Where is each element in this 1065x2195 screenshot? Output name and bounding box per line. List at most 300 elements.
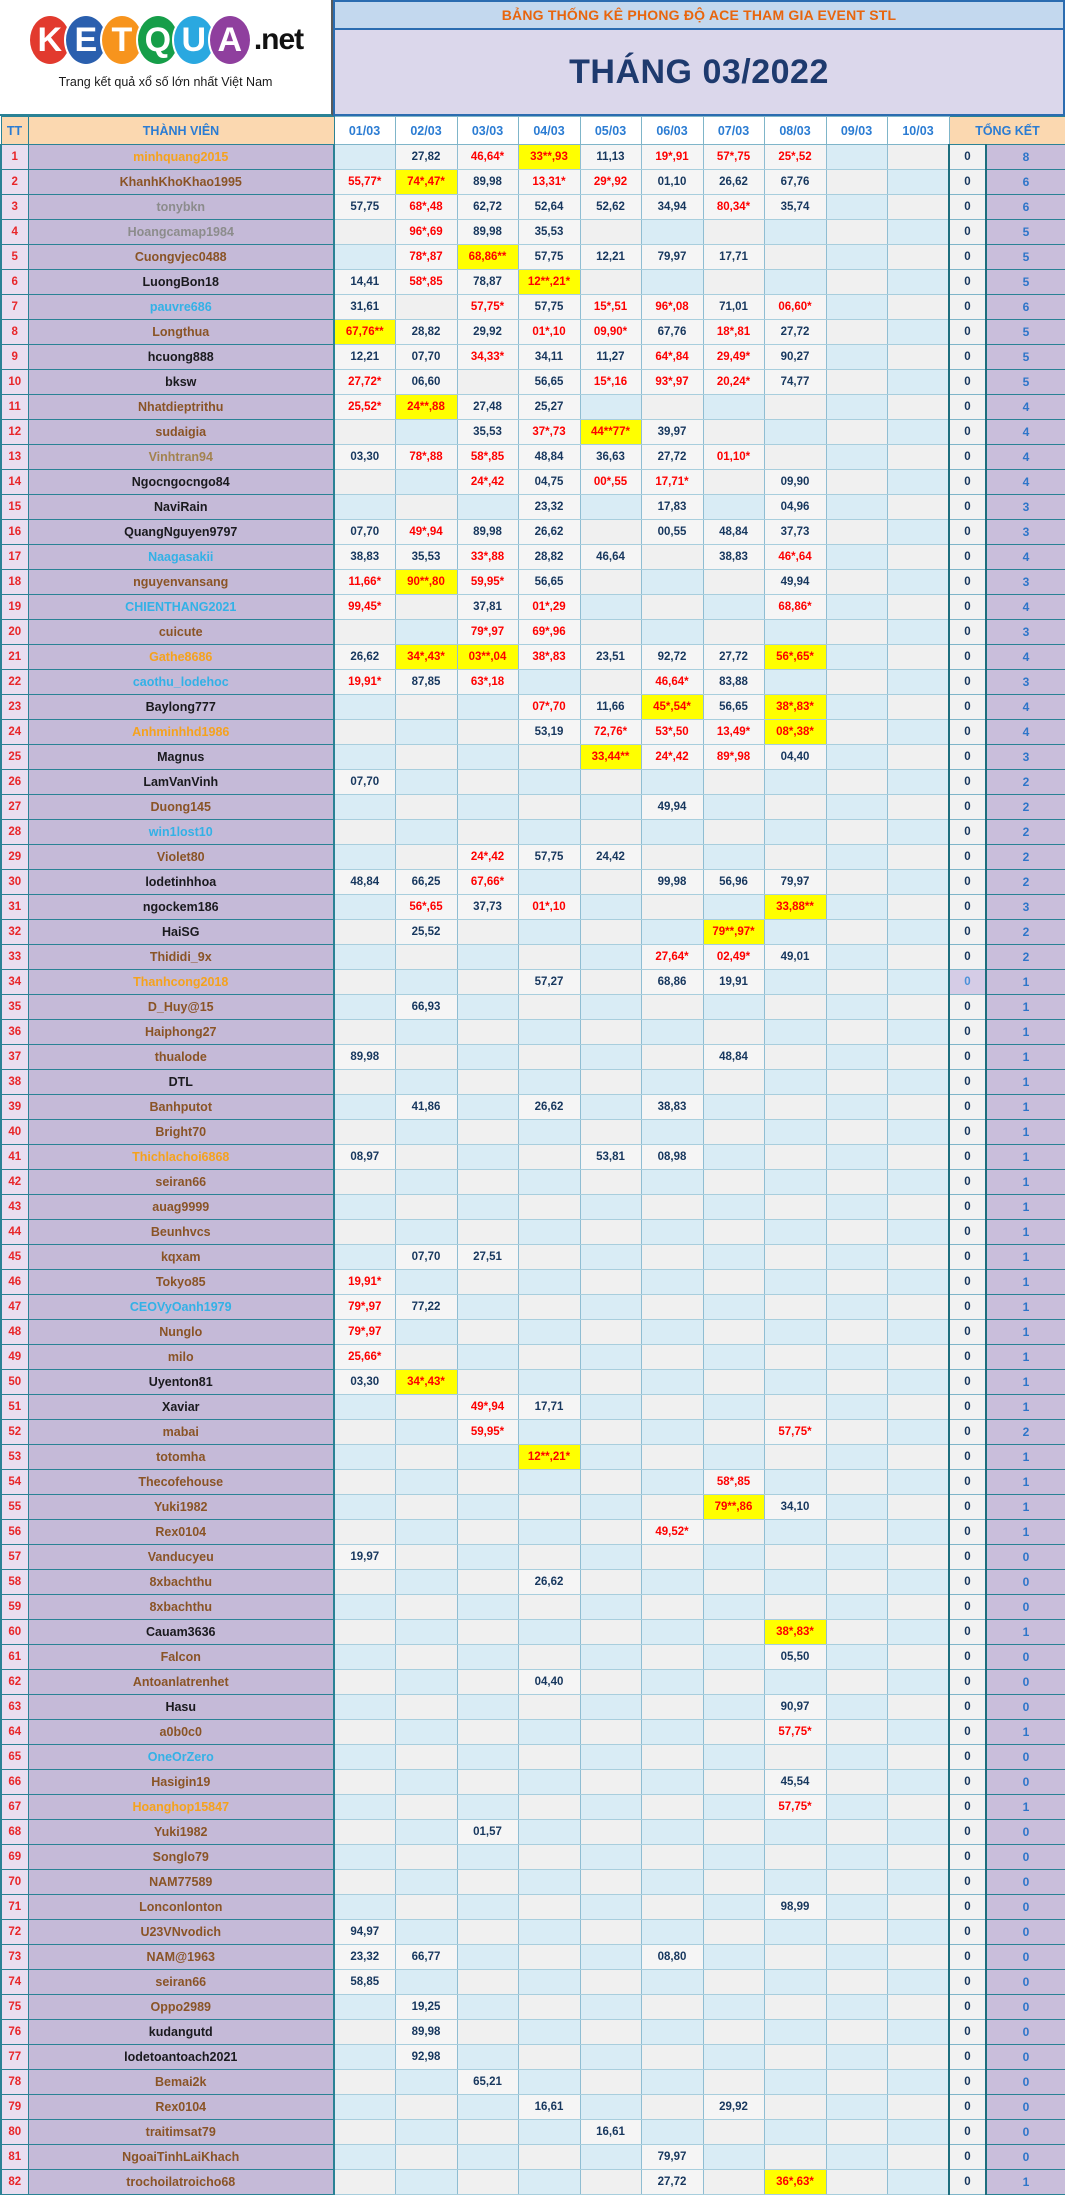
score-cell (580, 1420, 641, 1445)
zero-count: 0 (949, 970, 986, 995)
score-cell (580, 1020, 641, 1045)
score-cell (887, 395, 949, 420)
score-cell (457, 695, 518, 720)
zero-count: 0 (949, 1920, 986, 1945)
score-cell (457, 1345, 518, 1370)
score-cell (703, 1420, 764, 1445)
score-cell (641, 895, 703, 920)
score-cell (395, 1270, 457, 1295)
score-cell (518, 995, 580, 1020)
score-cell: 04,75 (518, 470, 580, 495)
score-cell: 35,53 (518, 220, 580, 245)
score-cell (887, 1145, 949, 1170)
score-cell (395, 620, 457, 645)
table-row (1, 245, 1065, 270)
score-cell: 27,64* (641, 945, 703, 970)
score-cell: 56*,65* (764, 645, 826, 670)
score-cell (457, 2045, 518, 2070)
score-cell (826, 1670, 887, 1695)
zero-count: 0 (949, 345, 986, 370)
score-cell: 08,80 (641, 1945, 703, 1970)
score-cell (703, 1270, 764, 1295)
score-cell: 74,77 (764, 370, 826, 395)
table-row (1, 1395, 1065, 1420)
score-cell (887, 1370, 949, 1395)
score-cell (703, 1620, 764, 1645)
score-cell: 26,62 (518, 520, 580, 545)
score-cell (641, 1695, 703, 1720)
score-cell (764, 920, 826, 945)
zero-count: 0 (949, 920, 986, 945)
score-cell (395, 1895, 457, 1920)
score-cell (395, 1145, 457, 1170)
score-cell (518, 795, 580, 820)
score-cell (518, 1370, 580, 1395)
score-cell: 26,62 (334, 645, 395, 670)
member-name: caothu_lodehoc (28, 670, 334, 695)
score-cell (580, 620, 641, 645)
score-cell (764, 1845, 826, 1870)
score-cell (457, 995, 518, 1020)
score-cell (395, 795, 457, 820)
score-cell (334, 1995, 395, 2020)
row-number: 42 (1, 1170, 28, 1195)
score-cell: 34*,43* (395, 1370, 457, 1395)
score-cell (518, 1020, 580, 1045)
score-cell (580, 395, 641, 420)
score-cell: 34,10 (764, 1495, 826, 1520)
score-cell: 72,76* (580, 720, 641, 745)
member-name: LamVanVinh (28, 770, 334, 795)
member-name: Xaviar (28, 1395, 334, 1420)
score-cell (826, 720, 887, 745)
score-cell (334, 970, 395, 995)
zero-count: 0 (949, 2070, 986, 2095)
score-cell (703, 270, 764, 295)
score-cell: 23,32 (334, 1945, 395, 1970)
score-cell (580, 1520, 641, 1545)
score-cell (641, 395, 703, 420)
score-cell (395, 1545, 457, 1570)
score-cell (334, 2120, 395, 2145)
score-cell (334, 1645, 395, 1670)
score-cell: 07,70 (334, 770, 395, 795)
score-cell (703, 820, 764, 845)
score-cell: 27,72 (764, 320, 826, 345)
score-cell (703, 1445, 764, 1470)
score-cell (580, 1045, 641, 1070)
col-header-date: 09/03 (826, 117, 887, 145)
total-score: 0 (986, 1895, 1065, 1920)
zero-count: 0 (949, 1020, 986, 1045)
score-cell (641, 1270, 703, 1295)
table-row (1, 1920, 1065, 1945)
table-row (1, 195, 1065, 220)
score-cell (826, 1395, 887, 1420)
member-name: trochoilatroicho68 (28, 2170, 334, 2195)
member-name: U23VNvodich (28, 1920, 334, 1945)
score-cell (580, 1220, 641, 1245)
score-cell (887, 2170, 949, 2195)
member-name: Falcon (28, 1645, 334, 1670)
row-number: 81 (1, 2145, 28, 2170)
table-row (1, 520, 1065, 545)
score-cell (826, 195, 887, 220)
score-cell (518, 1195, 580, 1220)
column-header-row (1, 117, 1065, 145)
score-cell: 33*,88 (457, 545, 518, 570)
total-score: 0 (986, 1845, 1065, 1870)
score-cell (395, 695, 457, 720)
score-cell (641, 545, 703, 570)
zero-count: 0 (949, 1170, 986, 1195)
score-cell (395, 1195, 457, 1220)
score-cell: 79,97 (764, 870, 826, 895)
score-cell: 96*,69 (395, 220, 457, 245)
zero-count: 0 (949, 1870, 986, 1895)
score-cell (580, 1720, 641, 1745)
score-cell: 09,90* (580, 320, 641, 345)
score-cell (334, 1395, 395, 1420)
zero-count: 0 (949, 2045, 986, 2070)
score-cell (457, 1095, 518, 1120)
member-name: seiran66 (28, 1170, 334, 1195)
score-cell (395, 1795, 457, 1820)
score-cell (457, 1770, 518, 1795)
total-score: 0 (986, 1670, 1065, 1695)
score-cell (826, 270, 887, 295)
score-cell (457, 1370, 518, 1395)
total-score: 1 (986, 1095, 1065, 1120)
score-cell (395, 1320, 457, 1345)
score-cell: 11,66 (580, 695, 641, 720)
score-cell (518, 1520, 580, 1545)
score-cell (395, 1820, 457, 1845)
score-cell (887, 670, 949, 695)
score-cell: 69*,96 (518, 620, 580, 645)
score-cell (887, 1070, 949, 1095)
row-number: 56 (1, 1520, 28, 1545)
score-cell: 29,49* (703, 345, 764, 370)
score-cell (764, 1920, 826, 1945)
member-name: 8xbachthu (28, 1570, 334, 1595)
score-cell: 89,98 (457, 520, 518, 545)
total-score: 4 (986, 420, 1065, 445)
score-cell: 12**,21* (518, 270, 580, 295)
zero-count: 0 (949, 1770, 986, 1795)
zero-count: 0 (949, 1695, 986, 1720)
score-cell (334, 945, 395, 970)
score-cell (395, 1345, 457, 1370)
score-cell: 26,62 (518, 1570, 580, 1595)
score-cell (580, 520, 641, 545)
score-cell (887, 1870, 949, 1895)
score-cell (703, 1020, 764, 1045)
score-cell (334, 1195, 395, 1220)
score-cell (826, 1570, 887, 1595)
score-cell (580, 670, 641, 695)
score-cell (826, 820, 887, 845)
score-cell (887, 795, 949, 820)
score-cell (580, 1995, 641, 2020)
member-name: NAM@1963 (28, 1945, 334, 1970)
score-cell (703, 2170, 764, 2195)
zero-count: 0 (949, 620, 986, 645)
score-cell (334, 1470, 395, 1495)
member-name: Songlo79 (28, 1845, 334, 1870)
score-cell (826, 1145, 887, 1170)
score-cell: 57,75 (334, 195, 395, 220)
score-cell: 87,85 (395, 670, 457, 695)
row-number: 57 (1, 1545, 28, 1570)
row-number: 16 (1, 520, 28, 545)
score-cell (395, 2070, 457, 2095)
score-cell (580, 1645, 641, 1670)
score-cell: 89,98 (457, 220, 518, 245)
member-name: Bemai2k (28, 2070, 334, 2095)
score-cell: 92,72 (641, 645, 703, 670)
score-cell (887, 520, 949, 545)
score-cell (887, 2095, 949, 2120)
col-header-date: 01/03 (334, 117, 395, 145)
logo-letter: Q (136, 14, 180, 66)
score-cell: 57,75 (518, 295, 580, 320)
score-cell (395, 820, 457, 845)
score-cell (764, 1970, 826, 1995)
score-cell (641, 2020, 703, 2045)
total-score: 1 (986, 1620, 1065, 1645)
total-score: 0 (986, 2095, 1065, 2120)
score-cell: 58*,85 (457, 445, 518, 470)
score-cell: 01,10 (641, 170, 703, 195)
total-score: 0 (986, 2120, 1065, 2145)
zero-count: 0 (949, 1945, 986, 1970)
score-cell (826, 995, 887, 1020)
score-cell (826, 1970, 887, 1995)
score-cell (826, 2095, 887, 2120)
score-cell (641, 1170, 703, 1195)
score-cell: 29*,92 (580, 170, 641, 195)
score-cell (641, 1120, 703, 1145)
score-cell (826, 345, 887, 370)
score-cell (641, 620, 703, 645)
total-score: 0 (986, 1870, 1065, 1895)
total-score: 0 (986, 1695, 1065, 1720)
score-cell (457, 1145, 518, 1170)
member-name: QuangNguyen9797 (28, 520, 334, 545)
table-row (1, 370, 1065, 395)
score-cell (334, 745, 395, 770)
score-cell (826, 2045, 887, 2070)
score-cell (334, 1620, 395, 1645)
score-cell: 52,64 (518, 195, 580, 220)
total-score: 8 (986, 145, 1065, 170)
table-row (1, 1020, 1065, 1045)
table-row (1, 320, 1065, 345)
score-cell (457, 2120, 518, 2145)
score-cell (334, 2170, 395, 2195)
score-cell: 35,53 (457, 420, 518, 445)
score-cell (580, 1545, 641, 1570)
row-number: 58 (1, 1570, 28, 1595)
score-cell (518, 1695, 580, 1720)
total-score: 6 (986, 170, 1065, 195)
zero-count: 0 (949, 1470, 986, 1495)
zero-count: 0 (949, 1545, 986, 1570)
score-cell (887, 1745, 949, 1770)
row-number: 28 (1, 820, 28, 845)
zero-count: 0 (949, 420, 986, 445)
table-row (1, 1045, 1065, 1070)
score-cell (703, 570, 764, 595)
table-row (1, 2045, 1065, 2070)
member-name: Longthua (28, 320, 334, 345)
score-cell (826, 695, 887, 720)
score-cell (887, 1395, 949, 1420)
score-cell: 09,90 (764, 470, 826, 495)
score-cell (518, 1945, 580, 1970)
score-cell (887, 170, 949, 195)
row-number: 79 (1, 2095, 28, 2120)
total-score: 6 (986, 195, 1065, 220)
score-cell: 07,70 (395, 1245, 457, 1270)
member-name: OneOrZero (28, 1745, 334, 1770)
score-cell: 79,97 (641, 2145, 703, 2170)
score-cell (887, 845, 949, 870)
score-cell: 25*,52 (764, 145, 826, 170)
score-cell: 27,72 (703, 645, 764, 670)
score-cell: 19,91* (334, 1270, 395, 1295)
score-cell (457, 1695, 518, 1720)
score-cell (641, 1295, 703, 1320)
score-cell (518, 1320, 580, 1345)
score-cell (826, 1920, 887, 1945)
score-cell (457, 2020, 518, 2045)
score-cell: 19,97 (334, 1545, 395, 1570)
score-cell (764, 1170, 826, 1195)
score-cell: 04,40 (518, 1670, 580, 1695)
zero-count: 0 (949, 195, 986, 220)
score-cell (703, 1870, 764, 1895)
score-cell (703, 770, 764, 795)
score-cell (641, 1770, 703, 1795)
member-name: lodetoantoach2021 (28, 2045, 334, 2070)
score-cell (764, 2145, 826, 2170)
score-cell (764, 1295, 826, 1320)
score-cell: 64*,84 (641, 345, 703, 370)
table-row (1, 1120, 1065, 1145)
score-cell (887, 970, 949, 995)
score-cell (764, 395, 826, 420)
table-row (1, 1670, 1065, 1695)
row-number: 21 (1, 645, 28, 670)
score-cell: 58*,85 (395, 270, 457, 295)
row-number: 11 (1, 395, 28, 420)
score-cell: 56,65 (518, 370, 580, 395)
score-cell (580, 1920, 641, 1945)
score-cell: 27,72* (334, 370, 395, 395)
score-cell (457, 820, 518, 845)
score-cell (457, 1320, 518, 1345)
col-header-date: 05/03 (580, 117, 641, 145)
row-number: 32 (1, 920, 28, 945)
score-cell (641, 1595, 703, 1620)
score-cell (334, 795, 395, 820)
table-row (1, 1795, 1065, 1820)
total-score: 2 (986, 845, 1065, 870)
total-score: 4 (986, 445, 1065, 470)
total-score: 4 (986, 545, 1065, 570)
member-name: Oppo2989 (28, 1995, 334, 2020)
score-cell (518, 1420, 580, 1445)
score-cell: 28,82 (395, 320, 457, 345)
zero-count: 0 (949, 1420, 986, 1445)
score-cell (887, 2020, 949, 2045)
score-cell (703, 495, 764, 520)
zero-count: 0 (949, 2095, 986, 2120)
score-cell: 07,70 (395, 345, 457, 370)
row-number: 76 (1, 2020, 28, 2045)
score-cell (518, 1070, 580, 1095)
score-cell (826, 1620, 887, 1645)
total-score: 0 (986, 1645, 1065, 1670)
table-row (1, 145, 1065, 170)
table-row (1, 995, 1065, 1020)
score-cell (703, 2145, 764, 2170)
total-score: 1 (986, 1195, 1065, 1220)
row-number: 40 (1, 1120, 28, 1145)
logo-card[interactable] (0, 0, 333, 116)
score-cell (703, 1520, 764, 1545)
row-number: 39 (1, 1095, 28, 1120)
score-cell: 20,24* (703, 370, 764, 395)
score-cell (641, 1495, 703, 1520)
total-score: 3 (986, 895, 1065, 920)
score-cell: 89,98 (457, 170, 518, 195)
score-cell: 36*,63* (764, 2170, 826, 2195)
member-name: milo (28, 1345, 334, 1370)
score-cell (457, 1295, 518, 1320)
score-cell (457, 1870, 518, 1895)
score-cell: 00,55 (641, 520, 703, 545)
score-cell (764, 995, 826, 1020)
table-row (1, 1570, 1065, 1595)
row-number: 2 (1, 170, 28, 195)
zero-count: 0 (949, 1095, 986, 1120)
zero-count: 0 (949, 445, 986, 470)
row-number: 65 (1, 1745, 28, 1770)
score-cell (580, 2045, 641, 2070)
score-cell (764, 445, 826, 470)
score-cell: 38*,83* (764, 1620, 826, 1645)
score-cell (518, 1120, 580, 1145)
score-cell: 67,76 (641, 320, 703, 345)
score-cell: 27,51 (457, 1245, 518, 1270)
score-cell (518, 1770, 580, 1795)
score-cell (887, 1020, 949, 1045)
score-cell (518, 2070, 580, 2095)
score-cell (764, 1445, 826, 1470)
row-number: 82 (1, 2170, 28, 2195)
member-name: Rex0104 (28, 2095, 334, 2120)
score-cell (887, 420, 949, 445)
total-score: 0 (986, 2070, 1065, 2095)
total-score: 1 (986, 1170, 1065, 1195)
member-name: Hoanghop15847 (28, 1795, 334, 1820)
zero-count: 0 (949, 1370, 986, 1395)
member-name: sudaigia (28, 420, 334, 445)
score-cell: 05,50 (764, 1645, 826, 1670)
